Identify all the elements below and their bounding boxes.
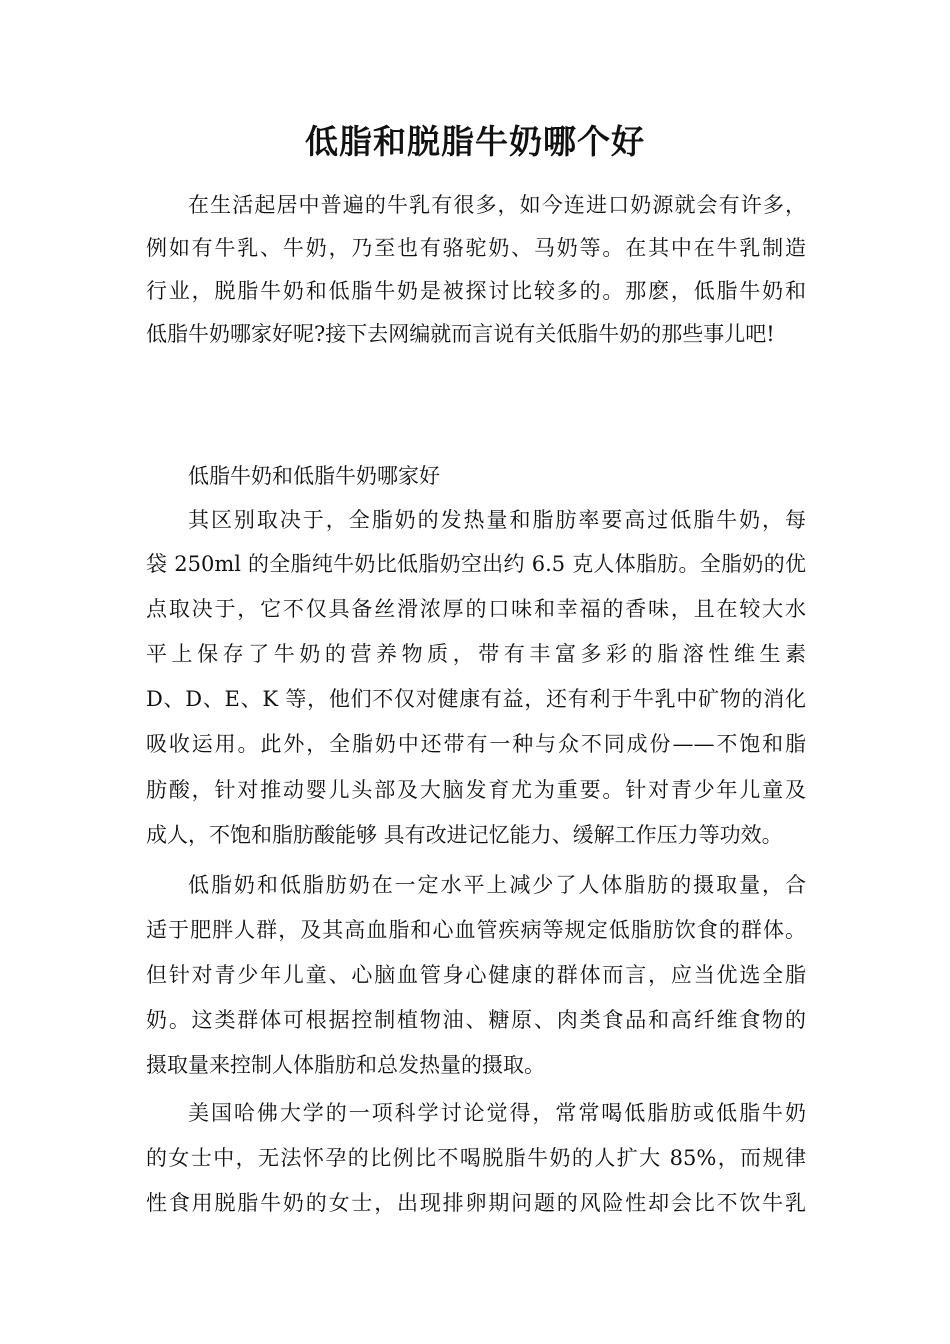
para2-line: 低脂奶和低脂肪奶在一定水平上减少了人体脂肪的摄取量，合 — [188, 873, 806, 897]
para3-line: 美国哈佛大学的一项科学讨论觉得，常常喝低脂肪或低脂牛奶 — [188, 1101, 806, 1125]
section-subheading: 低脂牛奶和低脂牛奶哪家好 — [188, 464, 440, 488]
para2-line: 适于肥胖人群，及其高血脂和心血管疾病等规定低脂肪饮食的群体。 — [146, 918, 806, 942]
para3-line: 性食用脱脂牛奶的女士，出现排卵期问题的风险性却会比不饮牛乳 — [146, 1191, 806, 1215]
para2-line: 奶。这类群体可根据控制植物油、糖原、肉类食品和高纤维食物的 — [146, 1008, 806, 1032]
intro-line: 行业，脱脂牛奶和低脂牛奶是被探讨比较多的。那麽，低脂牛奶和 — [146, 279, 806, 303]
para2-line: 摄取量来控制人体脂肪和总发热量的摄取。 — [146, 1053, 545, 1077]
para1-line: 肪酸，针对推动婴儿头部及大脑发育尤为重要。针对青少年儿童及 — [146, 778, 806, 802]
intro-line: 例如有牛乳、牛奶，乃至也有骆驼奶、马奶等。在其中在牛乳制造 — [146, 236, 806, 260]
document-title: 低脂和脱脂牛奶哪个好 — [305, 122, 645, 161]
para2-line: 但针对青少年儿童、心脑血管身心健康的群体而言，应当优选全脂 — [146, 963, 806, 987]
para1-line: 平上保存了牛奶的营养物质，带有丰富多彩的脂溶性维生素 — [146, 642, 806, 666]
para1-line: 成人，不饱和脂肪酸能够 具有改进记忆能力、缓解工作压力等功效。 — [146, 823, 783, 847]
para1-line: 吸收运用。此外，全脂奶中还带有一种与众不同成份——不饱和脂 — [146, 732, 806, 756]
para3-line: 的女士中，无法怀孕的比例比不喝脱脂牛奶的人扩大 85%，而规律 — [146, 1146, 806, 1170]
para1-line: D、D、E、K 等，他们不仅对健康有益，还有利于牛乳中矿物的消化 — [146, 687, 806, 711]
para1-line: 其区别取决于，全脂奶的发热量和脂肪率要高过低脂牛奶，每 — [188, 508, 806, 532]
intro-line: 低脂牛奶哪家好呢?接下去网编就而言说有关低脂牛奶的那些事儿吧! — [146, 322, 775, 346]
para1-line: 点取决于，它不仅具备丝滑浓厚的口味和幸福的香味，且在较大水 — [146, 597, 806, 621]
intro-line: 在生活起居中普遍的牛乳有很多，如今连进口奶源就会有许多， — [188, 193, 806, 217]
para1-line: 袋 250ml 的全脂纯牛奶比低脂奶空出约 6.5 克人体脂肪。全脂奶的优 — [146, 552, 806, 576]
